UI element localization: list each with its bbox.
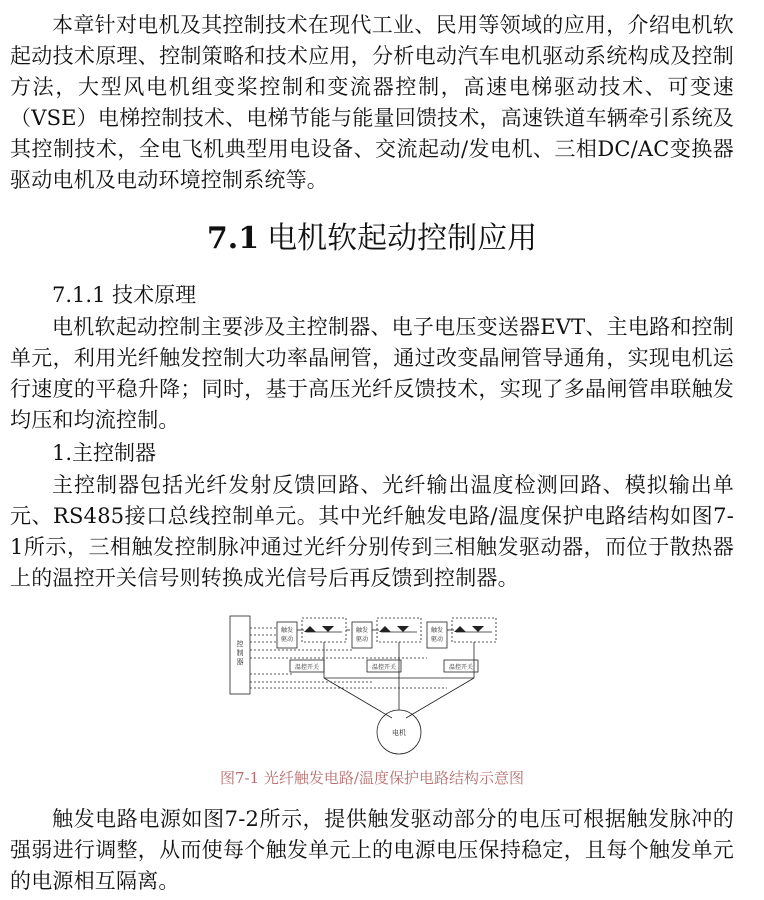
controller-paragraph: 主控制器包括光纤发射反馈回路、光纤输出温度检测回路、模拟输出单元、RS485接口总线控制单元。其中光纤触发电路/温度保护电路结构如图7-1所示，三相触发控制脉冲通过光纤分别传到三相触发驱动器，而位于散热器上的温控开关信号则转换成光信号后再反馈到控制器。 bbox=[10, 473, 734, 590]
driver-label-line1: 触发 bbox=[280, 627, 294, 634]
section-title-text: 电机软起动控制应用 bbox=[267, 221, 538, 256]
driver-label-line1: 触发 bbox=[355, 627, 369, 634]
controller-label-1: 控 bbox=[236, 640, 244, 648]
driver-label-line2: 驱动 bbox=[430, 636, 444, 643]
controller-label-3: 器 bbox=[236, 658, 244, 666]
phase-unit-b bbox=[352, 618, 421, 672]
section-title bbox=[10, 220, 734, 258]
phase-unit-a bbox=[277, 618, 350, 672]
circuit-diagram bbox=[222, 610, 522, 760]
item-heading: 1.主控制器 bbox=[52, 441, 157, 465]
driver-label-line2: 驱动 bbox=[280, 636, 294, 643]
figure-7-1 bbox=[10, 610, 734, 788]
driver-label-line2: 驱动 bbox=[355, 636, 369, 643]
fiber-lines bbox=[250, 628, 447, 688]
phase-unit-c bbox=[427, 618, 496, 672]
subsection-heading: 7.1.1 技术原理 bbox=[52, 283, 197, 307]
driver-label-line1: 触发 bbox=[430, 627, 444, 634]
figure-caption: 图7-1 光纤触发电路/温度保护电路结构示意图 bbox=[220, 769, 524, 787]
principle-paragraph: 电机软起动控制主要涉及主控制器、电子电压变送器EVT、主电路和控制单元，利用光纤触发控制大功率晶闸管，通过改变晶闸管导通角，实现电机运行速度的平稳升降；同时，基于高压光纤反馈技术，实现了多晶闸管串联触发均压和均流控制。 bbox=[10, 315, 734, 432]
intro-paragraph: 本章针对电机及其控制技术在现代工业、民用等领域的应用，介绍电机软起动技术原理、控制策略和技术应用，分析电动汽车电机驱动系统构成及控制方法，大型风电机组变桨控制和变流器控制，高速电梯驱动技术、可变速（VSE）电梯控制技术、电梯节能与能量回馈技术，高速铁道车辆牵引系统及其控制技术，全电飞机典型用电设备、交流起动/发电机、三相DC/AC变换器驱动电机及电动环境控制系统等。 bbox=[10, 13, 734, 192]
temp-switch-label: 温控开关 bbox=[371, 664, 397, 671]
motor-label: 电机 bbox=[392, 729, 406, 737]
section-number: 7.1 bbox=[206, 221, 260, 256]
temp-switch-label: 温控开关 bbox=[294, 664, 320, 671]
controller-label-2: 制 bbox=[236, 649, 244, 657]
power-paragraph: 触发电路电源如图7-2所示，提供触发驱动部分的电压可根据触发脉冲的强弱进行调整，从而使每个触发单元上的电源电压保持稳定，且每个触发单元的电源相互隔离。 bbox=[10, 807, 734, 893]
phase-wires bbox=[324, 642, 474, 718]
temp-switch-label: 温控开关 bbox=[448, 664, 474, 671]
